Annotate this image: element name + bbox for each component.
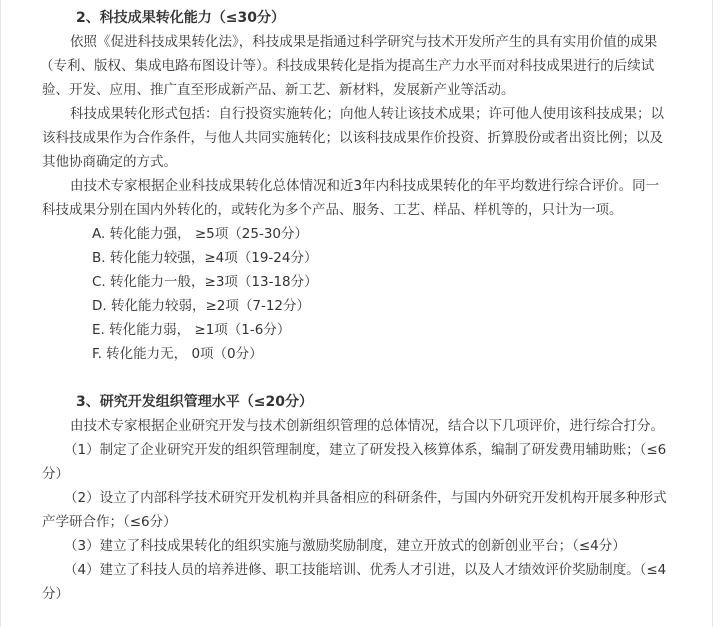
section-2-para3-line2: 科技成果分别在国内外转化的，或转化为多个产品、服务、工艺、样品、样机等的，只计为一项。 <box>42 202 623 218</box>
section-2-para1-line1: 依照《促进科技成果转化法》，科技成果是指通过科学研究与技术开发所产生的具有实用价值的成果 <box>70 34 658 50</box>
level-e: E. 转化能力弱， ≥1项（1-6分） <box>92 322 291 338</box>
section-3-item-2-line1: （2）设立了内部科学技术研究开发机构并具备相应的科研条件，与国内外研究开发机构开展多种形式 <box>64 490 667 506</box>
section-2-para3-line1: 由技术专家根据企业科技成果转化总体情况和近3年内科技成果转化的年平均数进行综合评价。同一 <box>70 178 660 194</box>
section-2-para1-line2: （专利、版权、集成电路布图设计等）。科技成果转化是指为提高生产力水平而对科技成果进行的后续试 <box>40 58 655 74</box>
section-3-item-1-line2: 分） <box>42 466 69 482</box>
section-2-heading: 2、科技成果转化能力（≤30分） <box>76 10 285 26</box>
level-d: D. 转化能力较弱，≥2项（7-12分） <box>92 298 311 314</box>
level-b: B. 转化能力较强，≥4项（19-24分） <box>92 250 318 266</box>
section-2-para2-line3: 其他协商确定的方式。 <box>42 154 177 170</box>
section-3-item-4-line1: （4）建立了科技人员的培养进修、职工技能培训、优秀人才引进，以及人才绩效评价奖励制度。（≤4 <box>64 562 667 578</box>
section-3-item-4-line2: 分） <box>42 586 69 602</box>
section-3-intro: 由技术专家根据企业研究开发与技术创新组织管理的总体情况，结合以下几项评价，进行综合打分。 <box>70 418 664 434</box>
section-2-para2-line2: 该科技成果作为合作条件，与他人共同实施转化；以该科技成果作价投资、折算股份或者出资比例；以及 <box>42 130 663 146</box>
section-2-para2-line1: 科技成果转化形式包括：自行投资实施转化；向他人转让该技术成果；许可他人使用该科技成果；以 <box>70 106 664 122</box>
level-f: F. 转化能力无， 0项（0分） <box>92 346 263 362</box>
section-3-item-2-line2: 产学研合作；（≤6分） <box>42 514 177 530</box>
level-c: C. 转化能力一般，≥3项（13-18分） <box>92 274 318 290</box>
section-3-heading: 3、研究开发组织管理水平（≤20分） <box>76 394 313 410</box>
section-3-item-1-line1: （1）制定了企业研究开发的组织管理制度，建立了研发投入核算体系，编制了研发费用辅助账；（≤6 <box>64 442 667 458</box>
level-a: A. 转化能力强， ≥5项（25-30分） <box>92 226 308 242</box>
section-2-para1-line3: 验、开发、应用、推广直至形成新产品、新工艺、新材料，发展新产业等活动。 <box>42 82 515 98</box>
section-3-item-3-line1: （3）建立了科技成果转化的组织实施与激励奖励制度，建立开放式的创新创业平台；（≤4分） <box>64 538 626 554</box>
